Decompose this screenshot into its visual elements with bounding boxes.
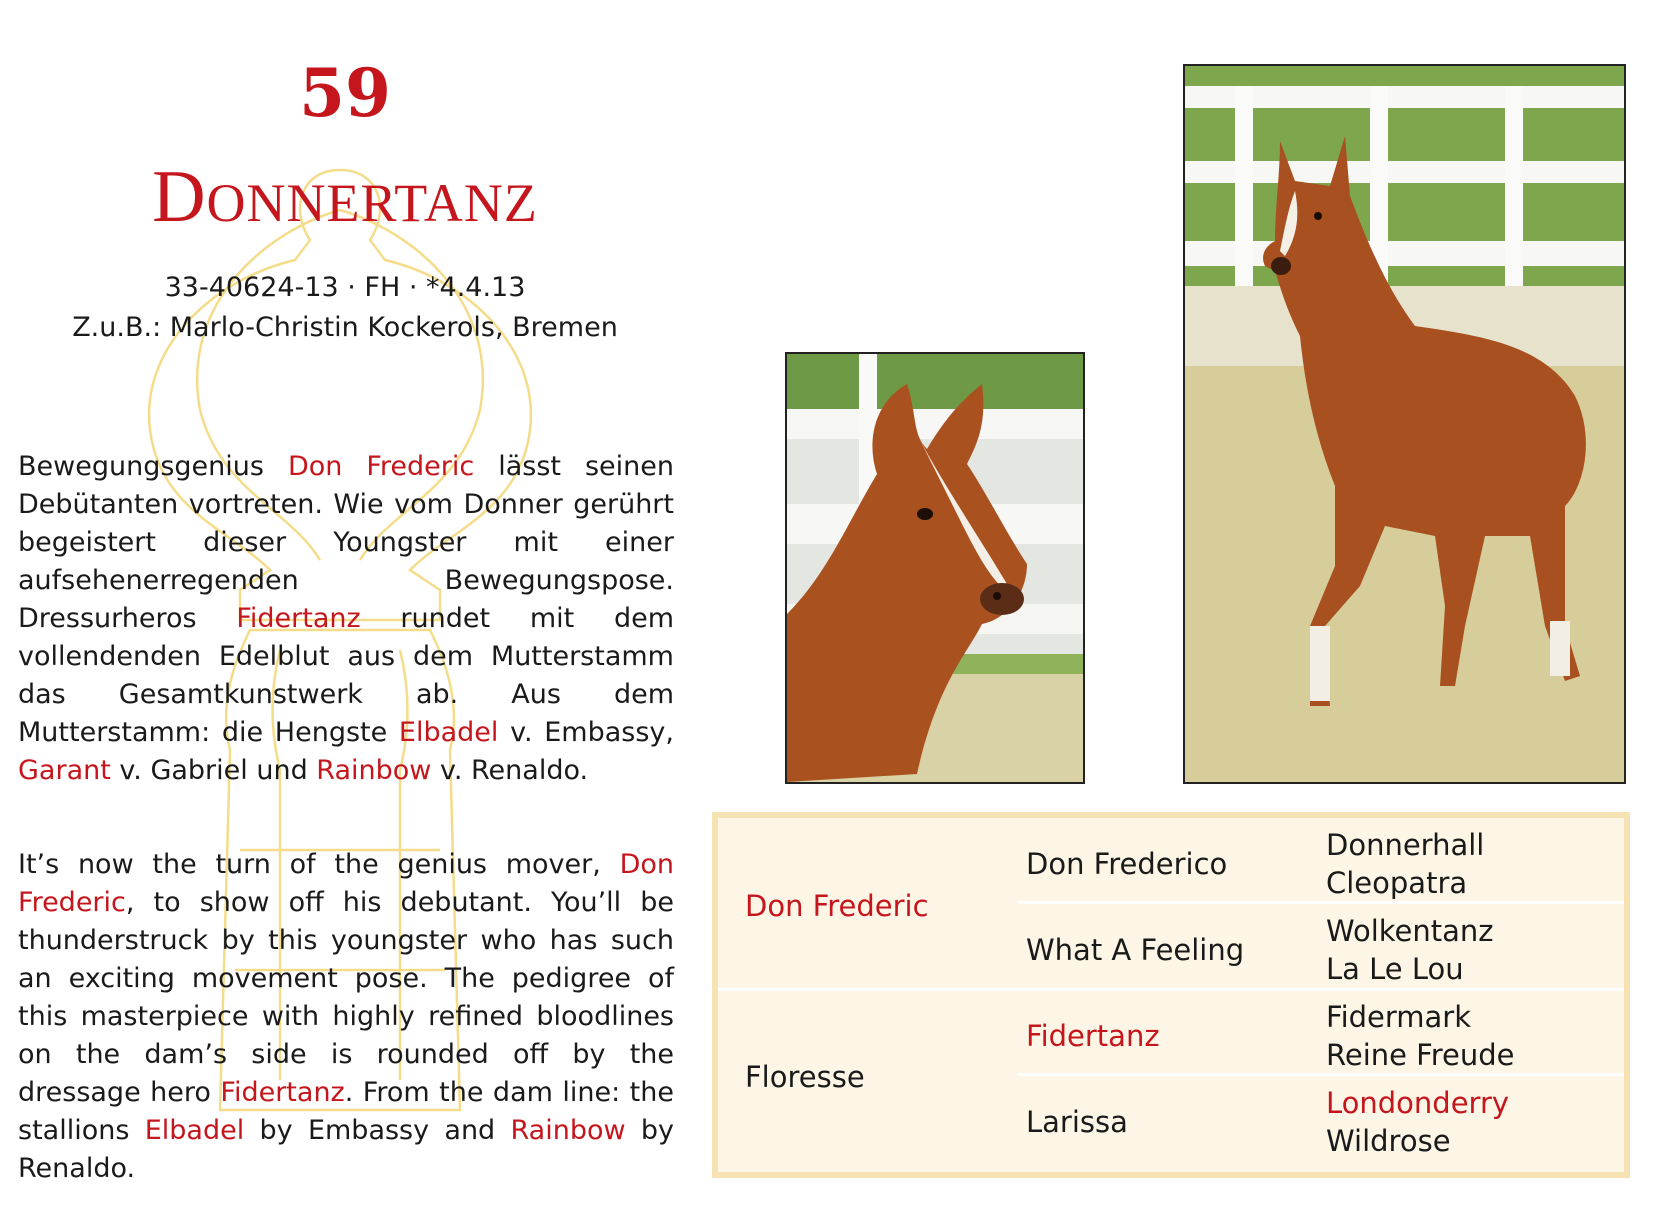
damsire-link: Fidertanz [220,1077,345,1108]
sire-link: Don Frederic [18,849,674,918]
pedigree-dd-sire: Londonderry [1326,1086,1510,1120]
stallion-rainbow: Rainbow [316,755,432,786]
pedigree-sd-dam: La Le Lou [1326,952,1464,986]
pedigree-dam-sire: Fidertanz [1026,1019,1160,1053]
foal-head-photo [785,352,1085,784]
pedigree-sd-sire: Wolkentanz [1326,914,1494,948]
pedigree-dam-dam: Larissa [1026,1105,1128,1139]
pedigree-divider-upper [1018,901,1624,904]
sire-link: Don Frederic [287,451,475,482]
pedigree-table [712,812,1630,1178]
pedigree-ss-sire: Donnerhall [1326,828,1485,862]
pedigree-dd-dam: Wildrose [1326,1124,1451,1158]
stallion-garant: Garant [18,755,111,786]
stallion-elbadel: Elbadel [144,1115,245,1146]
horse-meta [0,268,690,348]
lot-number: 59 [299,54,391,132]
damsire-link: Fidertanz [236,603,361,634]
foal-full-photo [1183,64,1626,784]
pedigree-ds-dam: Reine Freude [1326,1038,1515,1072]
pedigree-ss-dam: Cleopatra [1326,866,1468,900]
pedigree-sire-dam: What A Feeling [1026,933,1245,967]
horse-name-rest: ONNERTANZ [206,173,538,233]
pedigree-sire-sire: Don Frederico [1026,847,1228,881]
horse-name [0,156,690,238]
pedigree-dam: Floresse [745,1060,865,1094]
stallion-rainbow: Rainbow [510,1115,626,1146]
description-german: Bewegungsgenius Don Frederic lässt seinen Debütanten vortreten. Wie vom Donner gerührt begeistert dieser Youngster mit einer aufsehenerregenden Bewegungspose. Dressurheros Fidertanz rundet mit dem vollendenden Edelblut aus dem Mutterstamm das Gesamtkunstwerk ab. Aus dem Mutterstamm: die Hengste Elbadel v. Embassy, Garant v. Gabriel und Rainbow v. Renaldo. [18,451,674,786]
pedigree-sire: Don Frederic [745,889,929,923]
pedigree-divider-lower [1018,1073,1624,1076]
description-english: It’s now the turn of the genius mover, Don Frederic, to show off his debutant. You’ll be thunderstruck by this youngster who has such an exciting movement pose. The pedigree of this masterpiece with highly refined bloodlines on the dam’s side is rounded off by the dressage hero Fidertanz. From the dam line: the stallions Elbadel by Embassy and Rainbow by Renaldo. [18,849,675,1184]
horse-name-initial: D [152,156,207,238]
stallion-elbadel: Elbadel [398,717,499,748]
pedigree-ds-sire: Fidermark [1326,1000,1472,1034]
pedigree-divider-main [718,988,1624,991]
registration-line: 33-40624-13 · FH · *4.4.13 [164,272,526,303]
breeder-line: Z.u.B.: Marlo-Christin Kockerols, Bremen [72,312,618,343]
